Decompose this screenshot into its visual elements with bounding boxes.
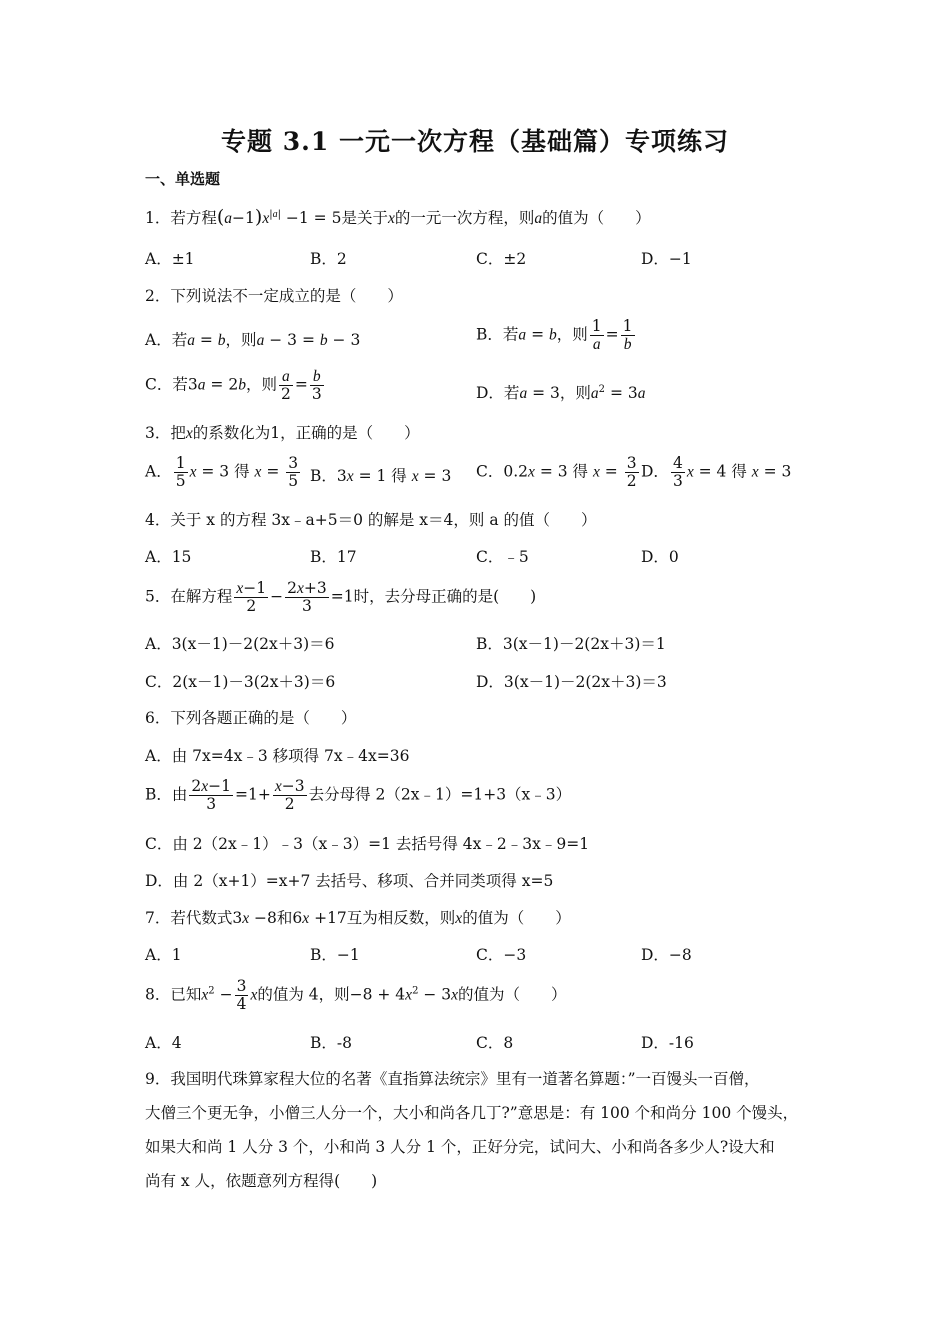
q2-option-d: D．若a = 3，则$a^2 = 3a$ bbox=[476, 384, 646, 403]
q1-option-d: D．−1 bbox=[641, 250, 692, 268]
q4-option-a: A．15 bbox=[145, 548, 192, 566]
question-8-stem: 8．已知$x^2$ − $\frac{3}{4}$ x的值为 4，则$-8 + 4x^2 - 3x$的值为（ ） bbox=[145, 977, 567, 1013]
q5-option-a: A．3(x－1)－2(2x＋3)＝6 bbox=[145, 635, 335, 653]
question-3-stem: 3．把x的系数化为1，正确的是（ ） bbox=[145, 424, 420, 442]
question-9-stem bbox=[145, 1062, 815, 1198]
question-7-stem: 7．若代数式3x −8和6x +17互为相反数，则x的值为（ ） bbox=[145, 909, 571, 927]
question-4-stem: 4．关于 x 的方程 3x﹣a+5＝0 的解是 x＝4，则 a 的值（ ） bbox=[145, 511, 597, 529]
q2-option-c: C．若3a = 2b，则 $\frac{a}{2}$ = $\frac{b}{3}$ bbox=[145, 368, 322, 403]
q3-option-d: D． $\frac{4}{3}$ x = 4 得 x = 3 bbox=[641, 454, 792, 490]
q6-option-d: D．由 2（x+1）=x+7 去括号、移项、合并同类项得 x=5 bbox=[145, 872, 554, 890]
q7-option-a: A．1 bbox=[145, 946, 182, 964]
q7-option-b: B．−1 bbox=[310, 946, 360, 964]
q6-option-b: B．由 $\frac{2x-1}{3}$ =1+ $\frac{x-3}{2}$ 去分母得 2（2x﹣1）=1+3（x﹣3） bbox=[145, 777, 572, 813]
q5-option-b: B．3(x－1)－2(2x＋3)＝1 bbox=[476, 635, 666, 653]
q3-option-b: B．3x = 1 得 x = 3 bbox=[310, 467, 452, 485]
q6-option-a: A．由 7x=4x﹣3 移项得 7x﹣4x=36 bbox=[145, 747, 410, 765]
q7-option-d: D．−8 bbox=[641, 946, 692, 964]
q8-option-c: C．8 bbox=[476, 1034, 514, 1052]
q6-option-c: C．由 2（2x﹣1）﹣3（x﹣3）=1 去括号得 4x﹣2﹣3x﹣9=1 bbox=[145, 835, 590, 853]
q1-option-a: A．±1 bbox=[145, 250, 195, 268]
q8-option-b: B．-8 bbox=[310, 1034, 352, 1052]
question-6-stem: 6．下列各题正确的是（ ） bbox=[145, 709, 357, 727]
q9-line: 9．我国明代珠算家程大位的名著《直指算法统宗》里有一道著名算题：”一百馒头一百僧， bbox=[145, 1070, 760, 1088]
q4-option-c: C．﹣5 bbox=[476, 548, 529, 566]
q3-option-c: C．0.2x = 3 得 x = $\frac{3}{2}$ bbox=[476, 454, 637, 490]
q5-option-d: D．3(x－1)－2(2x＋3)＝3 bbox=[476, 673, 667, 691]
q1-option-b: B．2 bbox=[310, 250, 347, 268]
q9-line: 尚有 x 人，依题意列方程得( ) bbox=[145, 1172, 378, 1190]
q5-option-c: C．2(x－1)－3(2x＋3)＝6 bbox=[145, 673, 336, 691]
section-heading: 一、单选题 bbox=[145, 170, 221, 188]
q9-line: 大僧三个更无争，小僧三人分一个，大小和尚各几丁?”意思是：有 100 个和尚分 100 个馒头， bbox=[145, 1104, 799, 1122]
q3-option-a: A． $\frac{1}{5}$ x = 3 得 x = $\frac{3}{5}$ bbox=[145, 454, 299, 490]
q4-option-b: B．17 bbox=[310, 548, 357, 566]
q2-option-a: A．若a = b，则a − 3 = b − 3 bbox=[145, 331, 361, 349]
q8-option-d: D．-16 bbox=[641, 1034, 694, 1052]
q4-option-d: D．0 bbox=[641, 548, 679, 566]
question-2-stem: 2．下列说法不一定成立的是（ ） bbox=[145, 287, 403, 305]
question-5-stem: 5．在解方程 $\frac{x-1}{2}$ − $\frac{2x+3}{3}$ =1时，去分母正确的是( ) bbox=[145, 579, 537, 615]
q1-option-c: C．±2 bbox=[476, 250, 527, 268]
q2-option-b: B．若a = b，则 $\frac{1}{a}$ = $\frac{1}{b}$ bbox=[476, 317, 633, 353]
question-1-stem: 1．若方程$(a-1)x^{|a|} -1 = 5$是关于x的一元一次方程，则a的值为（ ） bbox=[145, 206, 651, 229]
q7-option-c: C．−3 bbox=[476, 946, 527, 964]
q8-option-a: A．4 bbox=[145, 1034, 182, 1052]
page-title: 专题 3.1 一元一次方程（基础篇）专项练习 bbox=[221, 127, 729, 156]
q9-line: 如果大和尚 1 人分 3 个，小和尚 3 人分 1 个，正好分完，试问大、小和尚各多少人?设大和 bbox=[145, 1138, 775, 1156]
